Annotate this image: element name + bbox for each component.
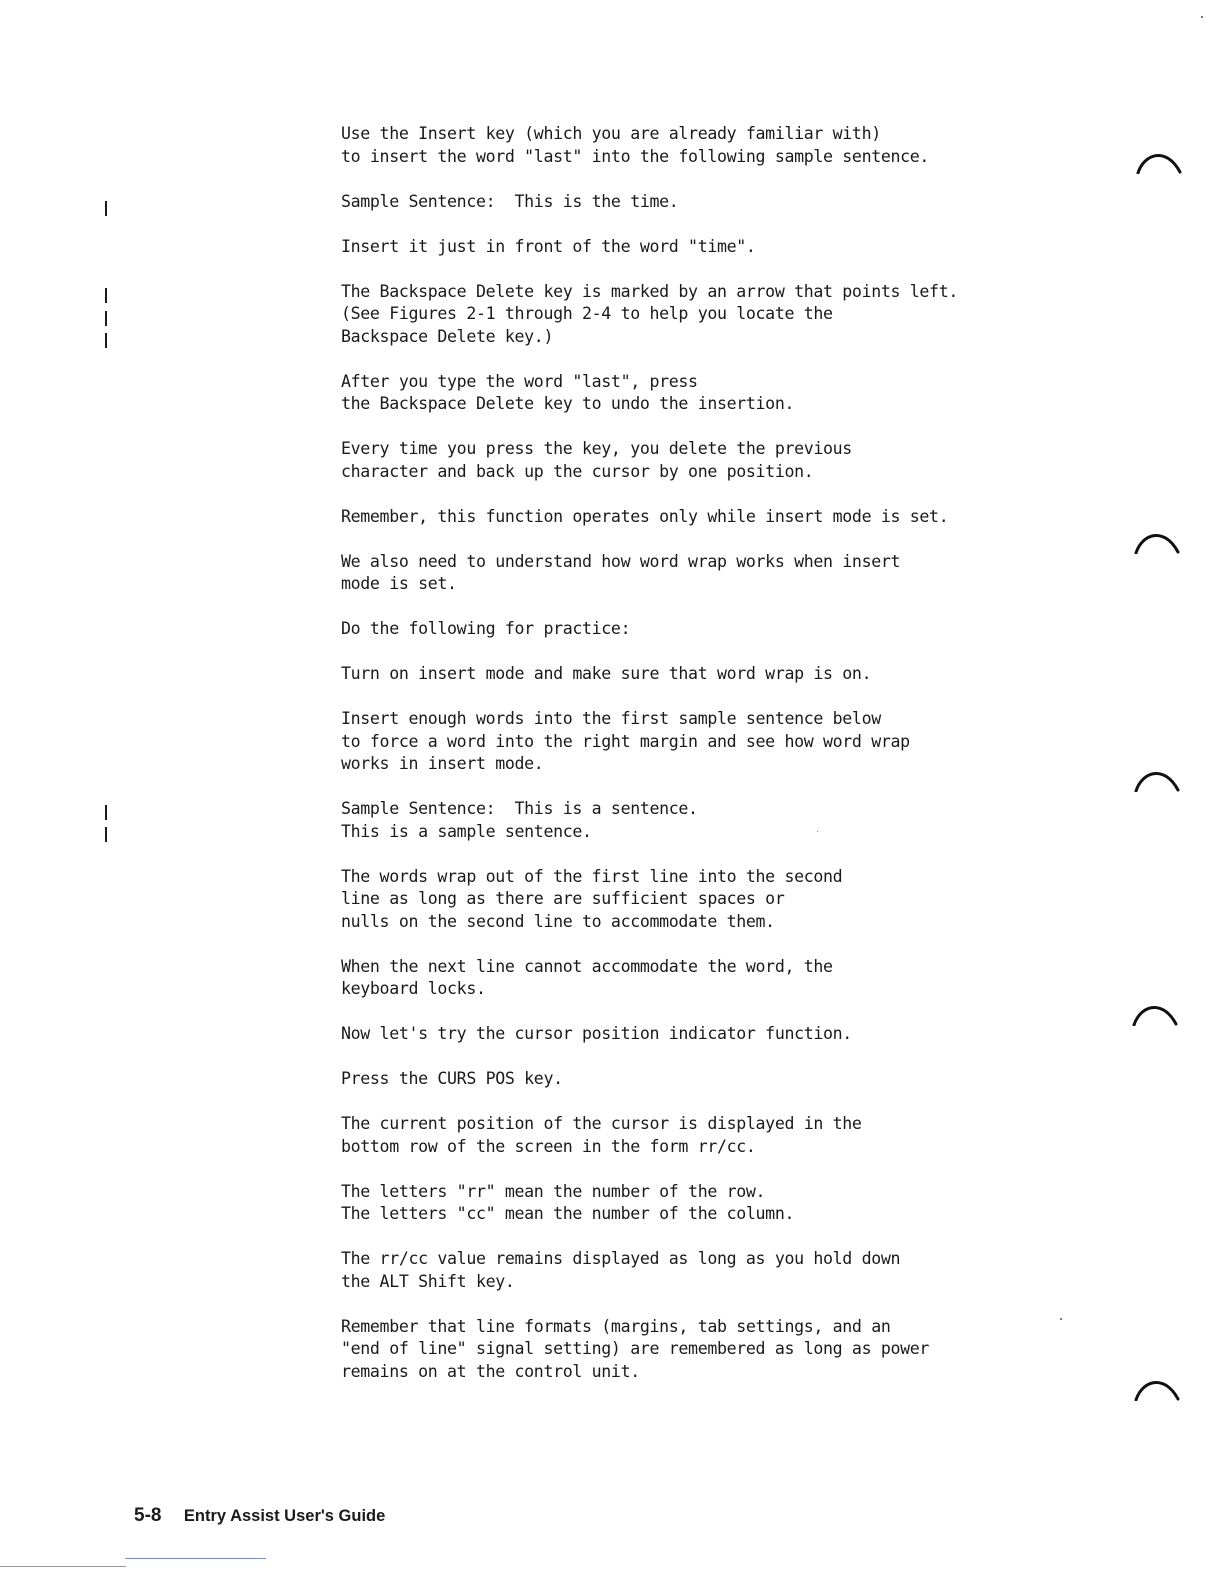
scan-speck <box>1060 1318 1062 1320</box>
text-line: After you type the word "last", press <box>341 371 698 391</box>
paragraph <box>341 551 981 596</box>
paragraph <box>341 1023 981 1046</box>
paragraph <box>341 1181 981 1226</box>
scan-speck <box>1201 16 1203 18</box>
text-line: keyboard locks. <box>341 979 486 998</box>
punch-hole-icon <box>1134 528 1180 554</box>
page-number: 5-8 <box>134 1505 162 1526</box>
punch-hole-icon <box>1132 1000 1178 1026</box>
text-line: Sample Sentence: This is the time. <box>341 191 679 211</box>
paragraph <box>341 618 981 641</box>
text-line: to force a word into the right margin and see how word wrap <box>341 731 910 751</box>
bottom-rule <box>0 1566 126 1567</box>
page-footer <box>134 1505 385 1527</box>
text-line: Use the Insert key (which you are already familiar with) <box>341 124 881 143</box>
paragraph <box>341 191 981 214</box>
text-line: "end of line" signal setting) are remembered as long as power <box>341 1339 930 1358</box>
paragraph <box>341 866 981 934</box>
paragraph <box>341 371 981 416</box>
text-line: nulls on the second line to accommodate them. <box>341 911 775 931</box>
text-line: remains on at the control unit. <box>341 1361 640 1381</box>
text-line: The letters "rr" mean the number of the row. <box>341 1181 766 1201</box>
change-bar <box>105 333 107 348</box>
bottom-rule <box>125 1558 266 1559</box>
paragraph <box>341 956 981 1001</box>
text-line: Remember, this function operates only while insert mode is set. <box>341 506 949 526</box>
text-line: The letters "cc" mean the number of the column. <box>341 1204 795 1223</box>
paragraph <box>341 236 981 259</box>
change-bar <box>105 311 107 326</box>
text-line: The words wrap out of the first line into the second <box>341 866 843 886</box>
text-line: line as long as there are sufficient spaces or <box>341 889 785 908</box>
text-line: Press the CURS POS key. <box>341 1069 563 1088</box>
paragraph <box>341 1068 981 1091</box>
punch-hole-icon <box>1134 1375 1180 1401</box>
text-line: Do the following for practice: <box>341 619 631 638</box>
text-line: to insert the word "last" into the following sample sentence. <box>341 146 930 166</box>
text-line: Every time you press the key, you delete the previous <box>341 439 852 458</box>
change-bar <box>105 201 107 216</box>
text-line: Backspace Delete key.) <box>341 326 554 346</box>
text-line: Turn on insert mode and make sure that word wrap is on. <box>341 664 872 683</box>
paragraph <box>341 663 981 686</box>
text-line: The rr/cc value remains displayed as long as you hold down <box>341 1249 901 1268</box>
paragraph <box>341 708 981 776</box>
paragraph <box>341 1316 981 1384</box>
paragraph <box>341 123 981 168</box>
paragraph <box>341 1113 981 1158</box>
change-bar <box>105 288 107 303</box>
text-line: (See Figures 2-1 through 2-4 to help you locate the <box>341 304 833 323</box>
text-line: The Backspace Delete key is marked by an arrow that points left. <box>341 281 958 301</box>
punch-hole-icon <box>1134 766 1180 792</box>
paragraph <box>341 506 981 529</box>
change-bar <box>105 805 107 820</box>
text-line: Sample Sentence: This is a sentence. <box>341 799 698 818</box>
text-line: works in insert mode. <box>341 754 544 773</box>
paragraph <box>341 438 981 483</box>
punch-hole-icon <box>1136 148 1182 174</box>
text-line: Now let's try the cursor position indicator function. <box>341 1024 852 1043</box>
text-line: mode is set. <box>341 574 457 593</box>
text-line: The current position of the cursor is displayed in the <box>341 1114 862 1133</box>
text-line: When the next line cannot accommodate the word, the <box>341 956 833 976</box>
text-line: Remember that line formats (margins, tab settings, and an <box>341 1316 891 1336</box>
text-line: Insert it just in front of the word "time". <box>341 236 756 256</box>
text-line: character and back up the cursor by one position. <box>341 461 814 481</box>
text-line: the ALT Shift key. <box>341 1271 515 1291</box>
text-line: Insert enough words into the first sample sentence below <box>341 709 881 728</box>
text-line: This is a sample sentence. <box>341 821 592 841</box>
text-line: We also need to understand how word wrap works when insert <box>341 551 901 571</box>
paragraph <box>341 281 981 349</box>
change-bar <box>105 827 107 842</box>
paragraph <box>341 798 981 843</box>
text-line: bottom row of the screen in the form rr/cc. <box>341 1136 756 1156</box>
text-line: the Backspace Delete key to undo the insertion. <box>341 394 795 413</box>
paragraph <box>341 1248 981 1293</box>
document-body <box>341 123 981 1406</box>
guide-title: Entry Assist User's Guide <box>183 1507 386 1525</box>
